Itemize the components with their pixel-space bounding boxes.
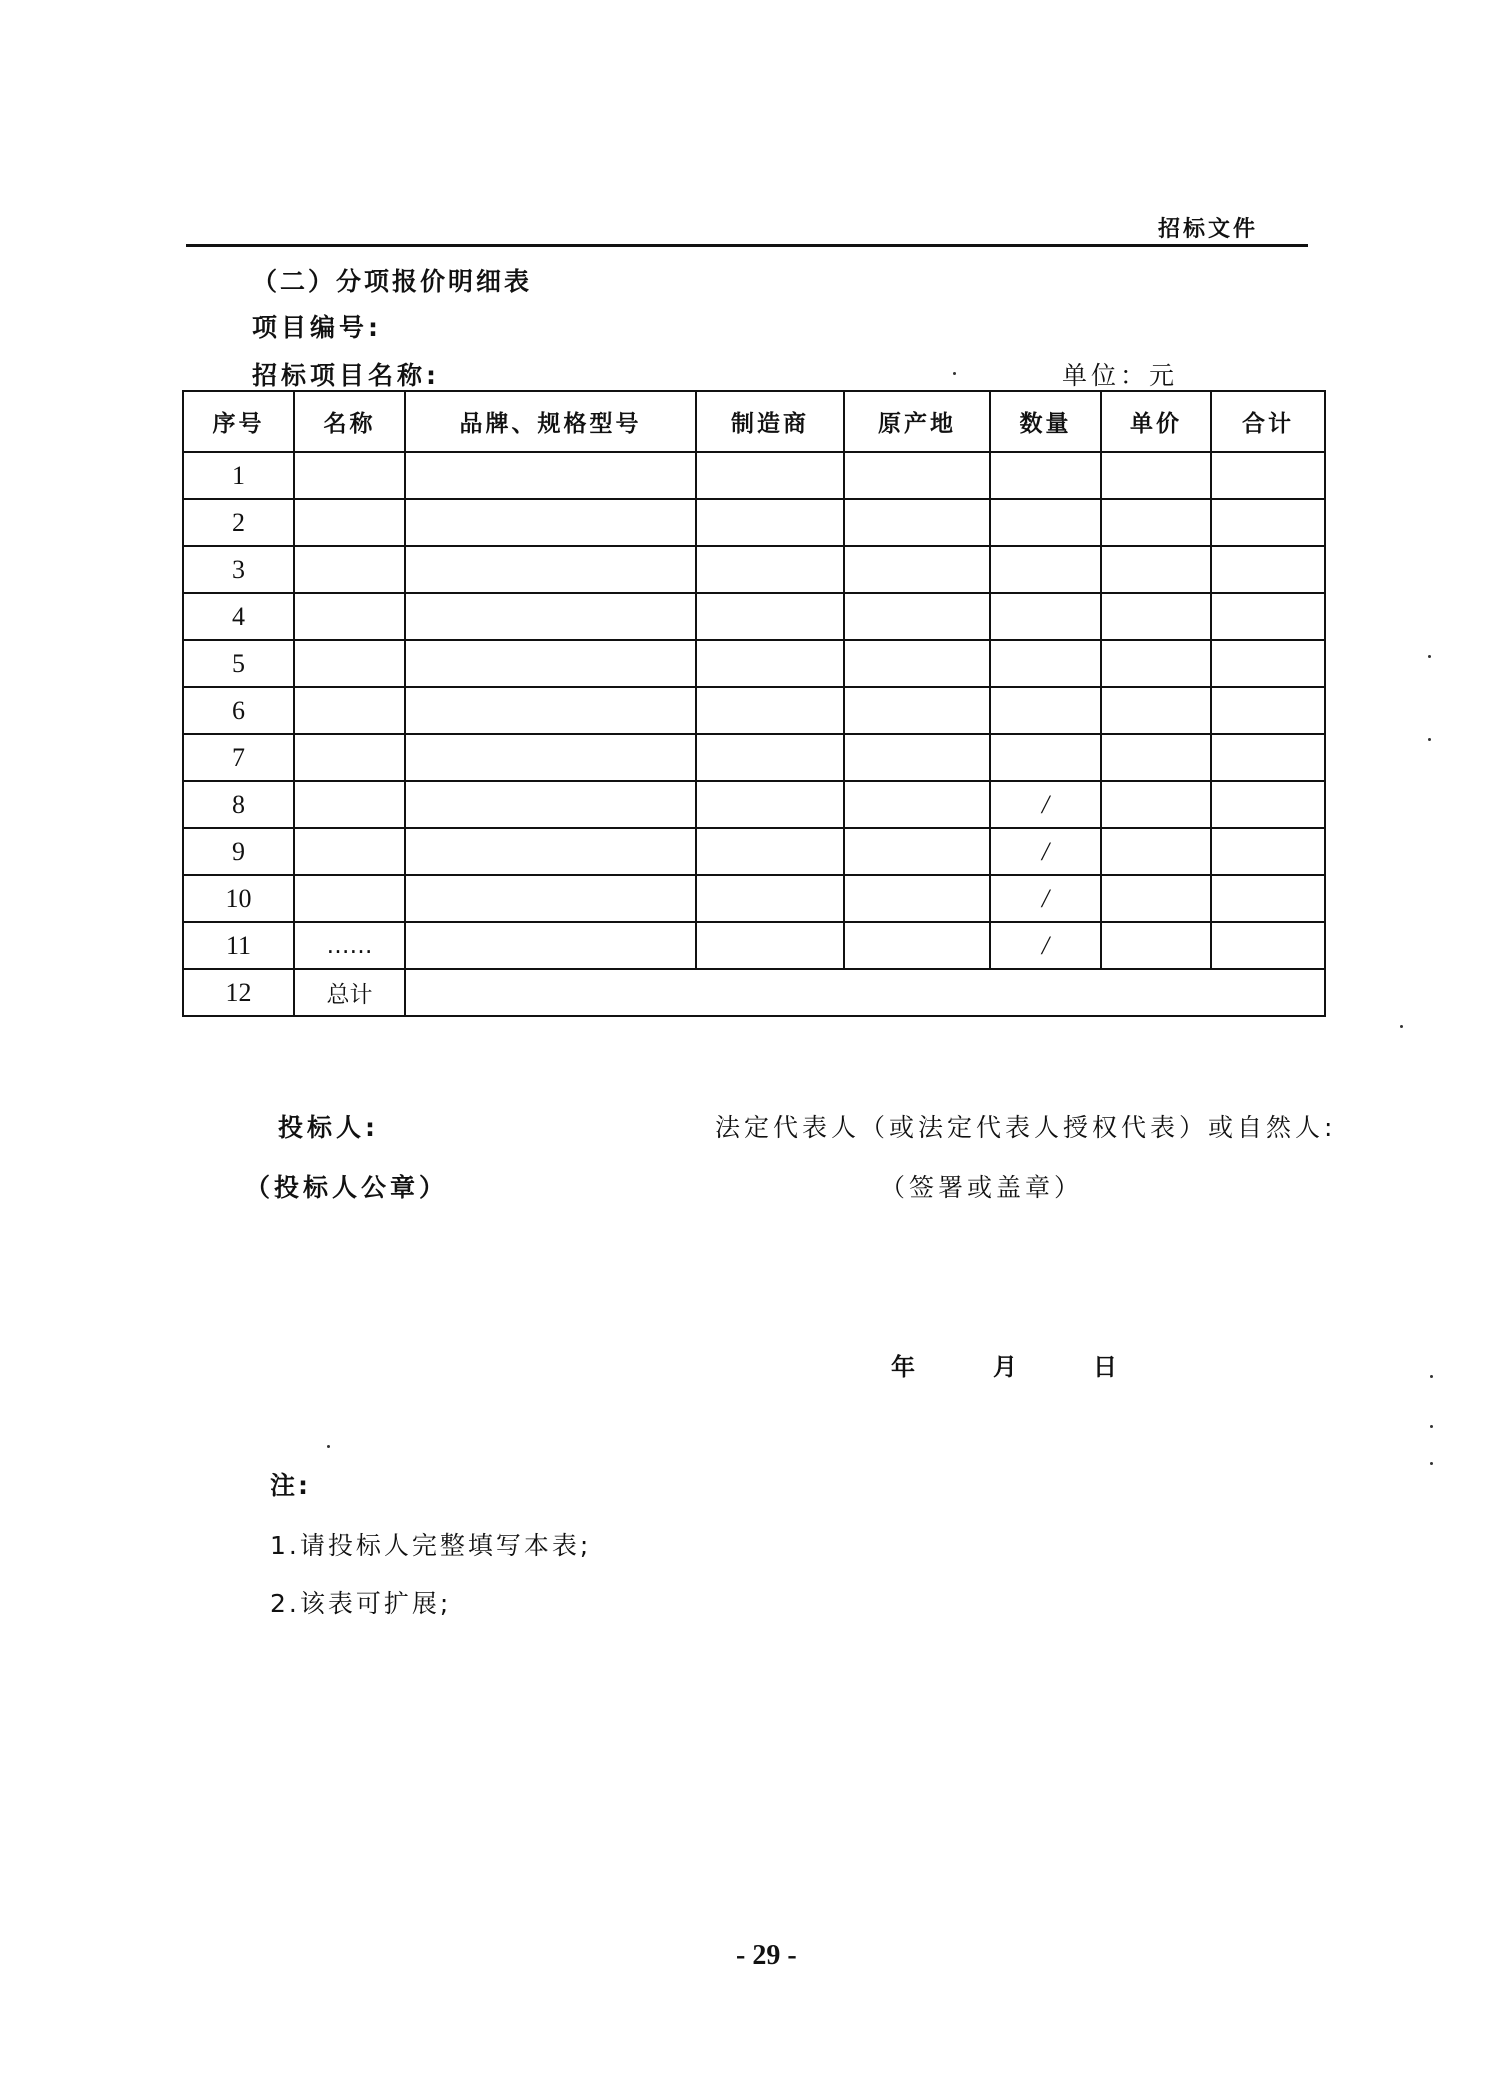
cell-manufacturer — [696, 734, 844, 781]
cell-quantity — [990, 593, 1101, 640]
cell-quantity — [990, 687, 1101, 734]
cell-brand-spec — [405, 734, 696, 781]
cell-brand-spec — [405, 828, 696, 875]
document-type-label: 招标文件 — [1158, 217, 1259, 242]
row-index: 5 — [183, 640, 294, 687]
scan-speck — [1430, 1375, 1433, 1378]
project-name-label: 招标项目名称: — [252, 361, 440, 390]
table-row — [183, 922, 1325, 969]
cell-brand-spec — [405, 875, 696, 922]
cell-origin — [844, 734, 990, 781]
cell-quantity: / — [990, 875, 1101, 922]
cell-origin — [844, 593, 990, 640]
scan-speck — [953, 372, 956, 375]
row-index: 1 — [183, 452, 294, 499]
row-index: 2 — [183, 499, 294, 546]
cell-origin — [844, 640, 990, 687]
cell-total — [1211, 687, 1325, 734]
table-row — [183, 687, 1325, 734]
scan-speck — [1428, 655, 1431, 658]
row-index: 3 — [183, 546, 294, 593]
cell-origin — [844, 781, 990, 828]
cell-name — [294, 499, 405, 546]
note-item: 1.请投标人完整填写本表; — [270, 1531, 592, 1560]
cell-unit-price — [1101, 499, 1211, 546]
section-title: （二）分项报价明细表 — [252, 267, 533, 296]
table-row — [183, 828, 1325, 875]
cell-name — [294, 687, 405, 734]
header-quantity: 数量 — [990, 391, 1101, 452]
cell-manufacturer — [696, 452, 844, 499]
cell-brand-spec — [405, 687, 696, 734]
row-index: 8 — [183, 781, 294, 828]
cell-name — [294, 734, 405, 781]
cell-quantity — [990, 734, 1101, 781]
cell-unit-price — [1101, 828, 1211, 875]
cell-name — [294, 452, 405, 499]
scan-speck — [1430, 1425, 1433, 1428]
cell-brand-spec — [405, 546, 696, 593]
cell-unit-price — [1101, 734, 1211, 781]
table-row — [183, 640, 1325, 687]
cell-unit-price — [1101, 781, 1211, 828]
cell-quantity — [990, 452, 1101, 499]
cell-manufacturer — [696, 687, 844, 734]
cell-manufacturer — [696, 828, 844, 875]
scan-speck — [1400, 1025, 1403, 1028]
cell-manufacturer — [696, 499, 844, 546]
bidder-label: 投标人: — [278, 1113, 379, 1142]
row-index: 11 — [183, 922, 294, 969]
cell-manufacturer — [696, 593, 844, 640]
notes-title: 注: — [270, 1471, 311, 1500]
table-row — [183, 452, 1325, 499]
cell-origin — [844, 875, 990, 922]
cell-total — [1211, 734, 1325, 781]
scan-speck — [327, 1445, 330, 1448]
cell-quantity — [990, 640, 1101, 687]
date-month-label: 月 — [993, 1353, 1017, 1381]
cell-total — [1211, 922, 1325, 969]
cell-unit-price — [1101, 922, 1211, 969]
cell-name — [294, 593, 405, 640]
cell-origin — [844, 499, 990, 546]
cell-quantity — [990, 546, 1101, 593]
cell-origin — [844, 828, 990, 875]
cell-origin — [844, 687, 990, 734]
cell-name: …… — [294, 922, 405, 969]
cell-unit-price — [1101, 452, 1211, 499]
header-unit-price: 单价 — [1101, 391, 1211, 452]
table-row — [183, 734, 1325, 781]
row-index: 4 — [183, 593, 294, 640]
cell-brand-spec — [405, 499, 696, 546]
total-value — [405, 969, 1325, 1016]
cell-total — [1211, 546, 1325, 593]
cell-name — [294, 828, 405, 875]
cell-quantity: / — [990, 922, 1101, 969]
cell-brand-spec — [405, 922, 696, 969]
cell-total — [1211, 452, 1325, 499]
row-index: 10 — [183, 875, 294, 922]
cell-total — [1211, 828, 1325, 875]
representative-seal-label: （签署或盖章） — [880, 1173, 1084, 1202]
cell-total — [1211, 593, 1325, 640]
cell-brand-spec — [405, 640, 696, 687]
cell-manufacturer — [696, 781, 844, 828]
row-index: 12 — [183, 969, 294, 1016]
header-manufacturer: 制造商 — [696, 391, 844, 452]
unit-label: 单位：元 — [1062, 361, 1179, 390]
row-index: 6 — [183, 687, 294, 734]
cell-name — [294, 781, 405, 828]
cell-unit-price — [1101, 593, 1211, 640]
representative-label: 法定代表人（或法定代表人授权代表）或自然人: — [715, 1113, 1337, 1142]
cell-origin — [844, 546, 990, 593]
cell-brand-spec — [405, 452, 696, 499]
cell-origin — [844, 922, 990, 969]
cell-total — [1211, 875, 1325, 922]
cell-name — [294, 640, 405, 687]
page-number: - 29 - — [736, 1940, 797, 1971]
table-row — [183, 499, 1325, 546]
cell-manufacturer — [696, 922, 844, 969]
cell-name — [294, 875, 405, 922]
header-origin: 原产地 — [844, 391, 990, 452]
cell-name — [294, 546, 405, 593]
scan-speck — [1430, 1462, 1433, 1465]
scan-speck — [1428, 738, 1431, 741]
header-divider — [186, 244, 1308, 247]
total-row — [183, 969, 1325, 1016]
date-day-label: 日 — [1093, 1353, 1117, 1381]
cell-quantity: / — [990, 828, 1101, 875]
header-index: 序号 — [183, 391, 294, 452]
cell-quantity: / — [990, 781, 1101, 828]
cell-brand-spec — [405, 593, 696, 640]
table-row — [183, 593, 1325, 640]
note-item: 2.该表可扩展; — [270, 1589, 452, 1618]
cell-unit-price — [1101, 640, 1211, 687]
row-index: 9 — [183, 828, 294, 875]
cell-origin — [844, 452, 990, 499]
table-row — [183, 875, 1325, 922]
cell-unit-price — [1101, 687, 1211, 734]
header-total: 合计 — [1211, 391, 1325, 452]
project-number-label: 项目编号: — [252, 313, 382, 342]
table-row — [183, 781, 1325, 828]
table-row — [183, 546, 1325, 593]
row-index: 7 — [183, 734, 294, 781]
cell-total — [1211, 781, 1325, 828]
cell-manufacturer — [696, 546, 844, 593]
cell-total — [1211, 640, 1325, 687]
header-brand-spec: 品牌、规格型号 — [405, 391, 696, 452]
date-year-label: 年 — [891, 1353, 915, 1381]
quote-detail-table — [182, 390, 1326, 1017]
cell-total — [1211, 499, 1325, 546]
cell-unit-price — [1101, 546, 1211, 593]
cell-manufacturer — [696, 875, 844, 922]
cell-manufacturer — [696, 640, 844, 687]
cell-quantity — [990, 499, 1101, 546]
total-label: 总计 — [294, 969, 405, 1016]
table-header-row — [183, 391, 1325, 452]
bidder-seal-label: （投标人公章） — [245, 1173, 449, 1202]
cell-unit-price — [1101, 875, 1211, 922]
header-name: 名称 — [294, 391, 405, 452]
cell-brand-spec — [405, 781, 696, 828]
